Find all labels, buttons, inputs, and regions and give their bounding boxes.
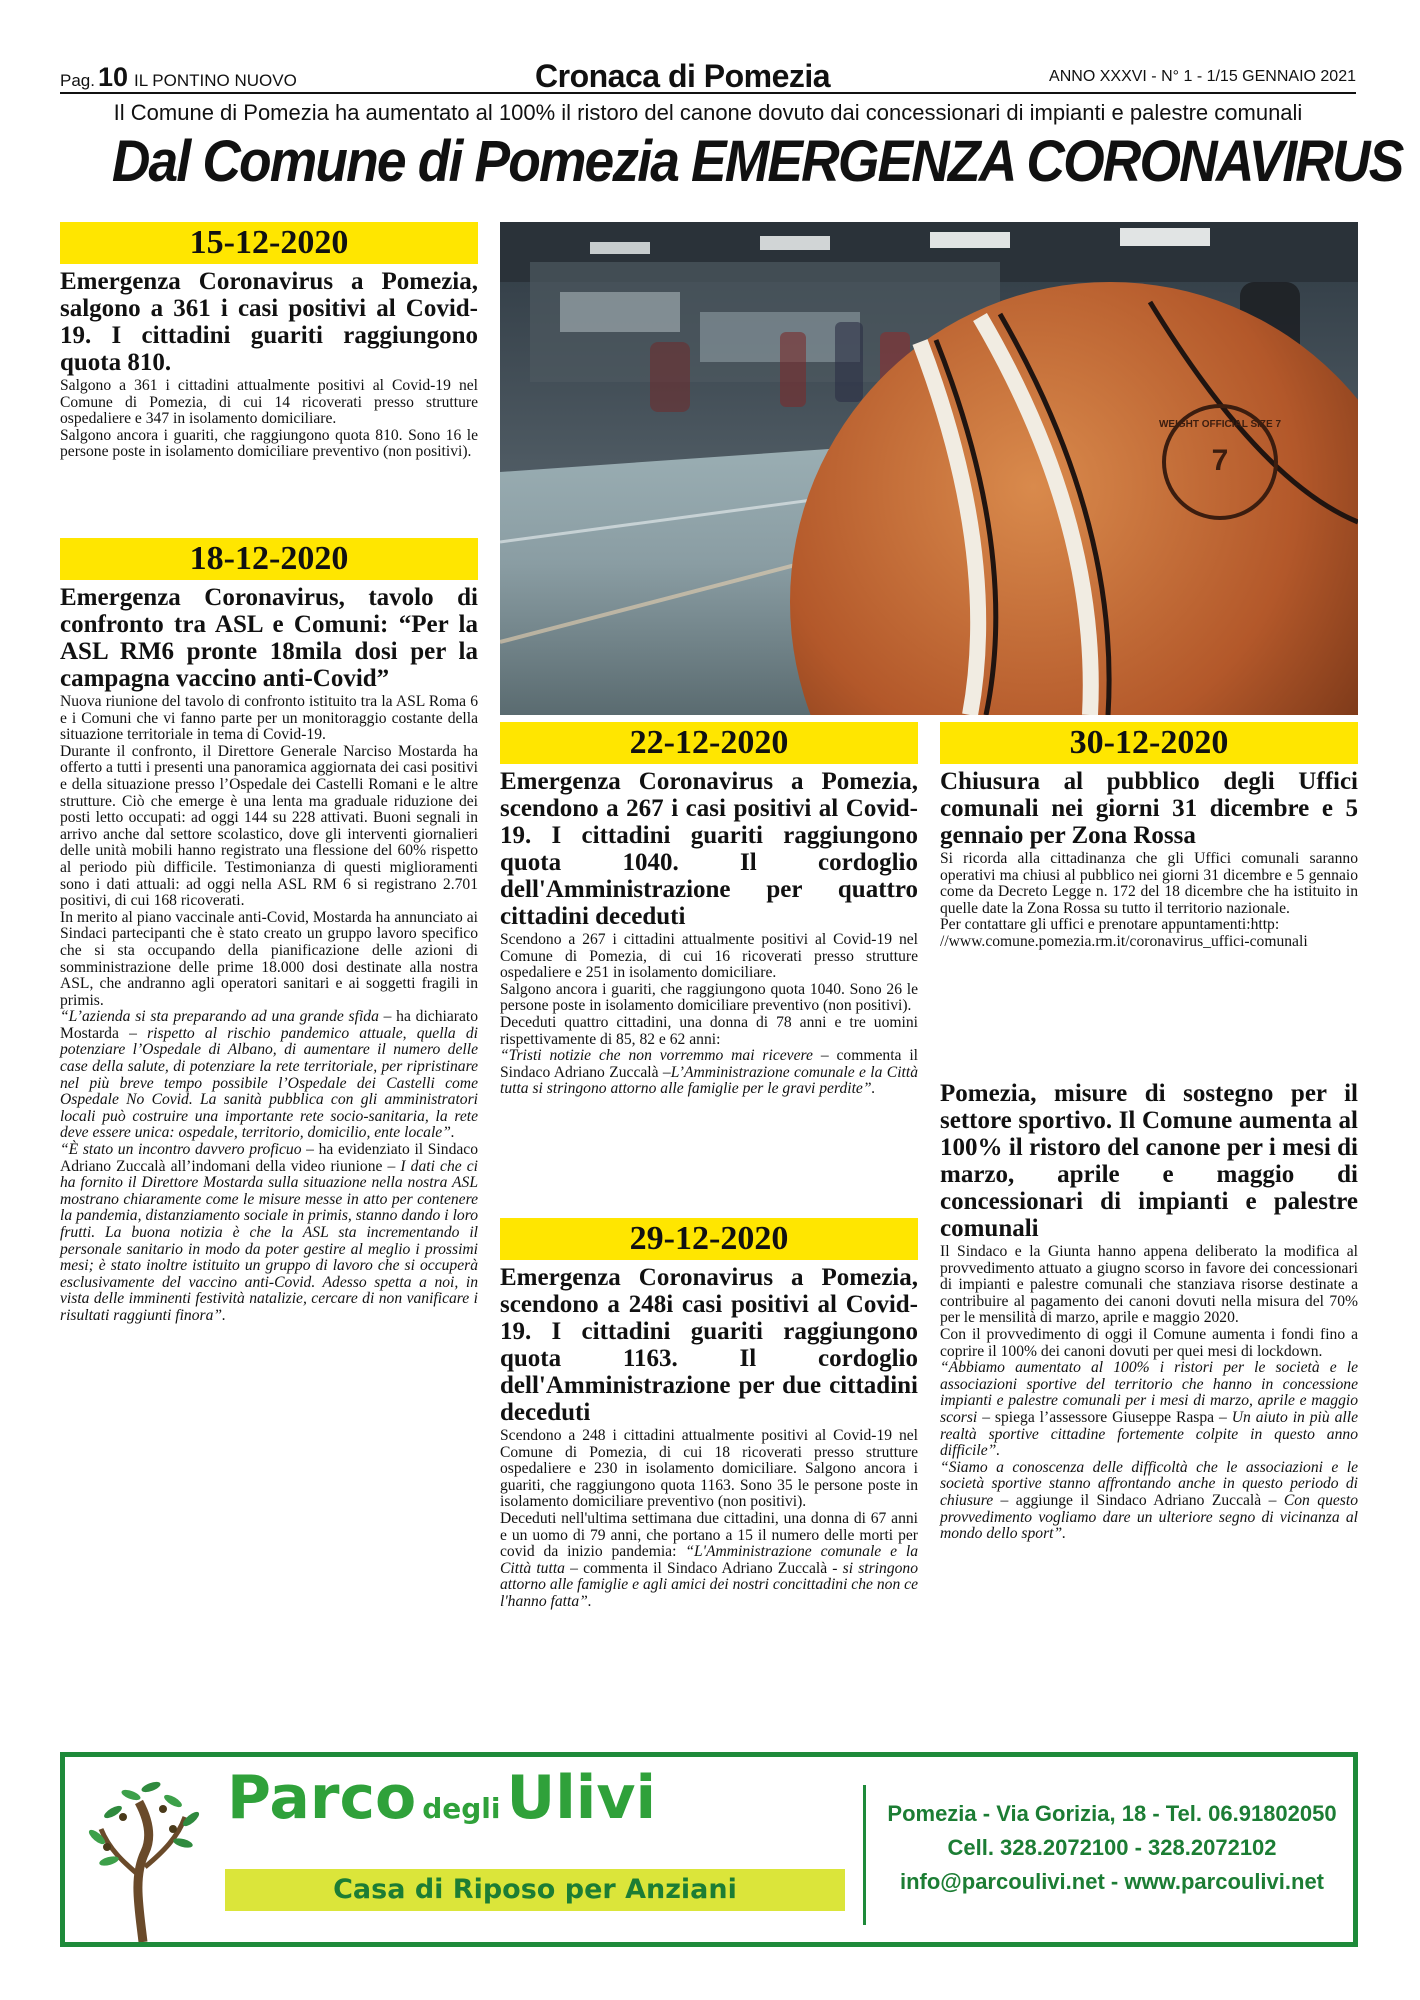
paragraph: //www.comune.pomezia.rm.it/coronavirus_uffici-comunali: [940, 932, 1308, 950]
brand-word: Parco: [227, 1763, 417, 1833]
paragraph: Si ricorda alla cittadinanza che gli Uffici comunali saranno operativi ma chiusi al pubblico nei giorni 31 dicembre e 5 gennaio come da Decreto Legge n. 172 del 18 dicembre che ha istituito in quelle date la Zona Rossa su tutto il territorio nazionale.: [940, 850, 1358, 917]
attribution: – ha dichiarato Mostarda –: [60, 1008, 478, 1042]
quote-paragraph: [60, 1142, 478, 1325]
ad-subtitle: Casa di Riposo per Anziani: [333, 1874, 737, 1905]
ad-contact-info: [877, 1797, 1347, 1899]
article-15-12: [60, 222, 478, 461]
article-29-12: [500, 1218, 918, 1611]
ball-printed-text: WEIGHT OFFICIAL SIZE 7: [1158, 419, 1282, 430]
article-headline: Emergenza Coronavirus, tavolo di confronto tra ASL e Comuni: “Per la ASL RM6 pronte 18mila dosi per la campagna vaccino anti-Covid”: [60, 584, 478, 692]
article-body: [60, 378, 478, 461]
ad-web[interactable]: info@parcoulivi.net - www.parcoulivi.net: [899, 1869, 1324, 1894]
page-number: 10: [97, 62, 129, 92]
advertisement-box: [60, 1752, 1358, 1947]
paragraph: Durante il confronto, il Direttore Generale Narciso Mostarda ha offerto a tutti i presenti una panoramica aggiornata dei casi positivi e della situazione presso l’Ospedale dei Castelli Romani e le altre strutture. Ciò che emerge è una lenta ma graduale riduzione dei posti letto occupati: ad oggi 144 su 228 attivati. Buoni segnali in arrivo anche dal settore scolastico, dove gli interventi giornalieri delle unità mobili hanno registrato una flessione del 60% rispetto al periodo più difficile. Testimonianza di questi miglioramenti sono i dati attuali: ad oggi nella ASL RM 6 si registrano 2.701 positivi, di cui 168 ricoverati.: [60, 742, 479, 910]
quote-text: “L’azienda si sta preparando ad una grande sfida: [60, 1008, 379, 1026]
article-body: [500, 932, 918, 1098]
paragraph: Per contattare gli uffici e prenotare appuntamenti:http:: [940, 916, 1280, 934]
article-headline: Emergenza Coronavirus a Pomezia, scendono a 267 i casi positivi al Covid-19. I cittadini guariti raggiungono quota 1040. Il cordoglio dell'Amministrazione per quattro cittadini deceduti: [500, 768, 918, 930]
article-body: [60, 694, 478, 1325]
brand-word: Ulivi: [506, 1763, 657, 1833]
quote-text: “Siamo a conoscenza delle difficoltà che le associazioni e le società sportive stanno affrontando anche in questo periodo di chiusure: [940, 1458, 1358, 1509]
article-22-12: [500, 722, 918, 1098]
brand-word: degli: [422, 1792, 501, 1825]
quote-text: rispetto al rischio pandemico attuale, quella di potenziare l’Ospedale di Albano, di aumentare il numero delle case della salute, di potenziare la rete territoriale, per ripristinare nel più breve tempo possibile l’Ospedale dei Castelli come Ospedale No Covid. La sanità pubblica con gli amministratori locali può costruire una importante rete socio-sanitaria, la rete deve essere unica: ospedale, territorio, domicilio, ente locale”.: [60, 1024, 478, 1142]
paragraph: Scendono a 267 i cittadini attualmente positivi al Covid-19 nel Comune di Pomezia, di cui 16 ricoverati presso strutture ospedaliere e 251 in isolamento domiciliare.: [500, 931, 918, 982]
article-body: [500, 1428, 918, 1611]
publication-name: IL PONTINO NUOVO: [134, 71, 297, 90]
olive-tree-icon: [73, 1757, 213, 1942]
ad-subtitle-box: [225, 1869, 845, 1911]
paragraph: [500, 1511, 918, 1611]
basketball-photo: [500, 222, 1358, 715]
article-headline: Chiusura al pubblico degli Uffici comunali nei giorni 31 dicembre e 5 gennaio per Zona Rossa: [940, 768, 1358, 849]
paragraph: Salgono ancora i guariti, che raggiungono quota 1040. Sono 26 le persone poste in isolamento domiciliare preventivo (non positivi).: [500, 980, 918, 1015]
article-body: [940, 851, 1358, 951]
quote-paragraph: [940, 1360, 1358, 1460]
paragraph: In merito al piano vaccinale anti-Covid, Mostarda ha annunciato ai Sindaci partecipanti che è stato creato un gruppo lavoro specifico che si sta occupando della pianificazione delle azioni di somministrazione delle prime 18.000 dosi destinate alla nostra ASL, che andranno agli operatori sanitari e ai soggetti fragili in primis.: [60, 908, 478, 1009]
article-date: 29-12-2020: [500, 1218, 918, 1260]
article-30-12: [940, 722, 1358, 951]
quote-text: L’Amministrazione comunale e la Città tutta si stringono attorno alle famiglie per le gravi perdite”.: [500, 1063, 918, 1098]
attribution: – commenta il Sindaco Adriano Zuccalà -: [564, 1559, 843, 1577]
paragraph: Deceduti quattro cittadini, una donna di 78 anni e tre uomini rispettivamente di 85, 82 e 62 anni:: [500, 1013, 918, 1048]
page-label: Pag.: [60, 71, 95, 90]
article-headline: Emergenza Coronavirus a Pomezia, salgono a 361 i casi positivi al Covid-19. I cittadini guariti raggiungono quota 810.: [60, 268, 478, 376]
ad-cell: Cell. 328.2072100 - 328.2072102: [947, 1835, 1277, 1860]
quote-text: “Tristi notizie che non vorremmo mai ricevere: [500, 1047, 813, 1065]
article-body: [940, 1244, 1358, 1543]
section-title: Cronaca di Pomezia: [535, 58, 831, 94]
basketball-court-image: [500, 222, 1358, 715]
article-18-12: [60, 538, 478, 1325]
quote-text: “Abbiamo aumentato al 100% i ristori per le società e le associazioni sportive del territorio che hanno in concessione impianti e palestre comunali per i mesi di marzo, aprile e maggio scorsi: [940, 1359, 1358, 1426]
quote-text: “L'Amministrazione comunale e la Città tutta: [500, 1543, 918, 1577]
article-headline: Pomezia, misure di sostegno per il settore sportivo. Il Comune aumenta al 100% il ristoro del canone per i mesi di marzo, aprile e maggio di concessionari di impianti e palestre comunali: [940, 1080, 1358, 1242]
article-sport: [940, 1076, 1358, 1543]
article-date: 18-12-2020: [60, 538, 478, 580]
quote-text: “È stato un incontro davvero proficuo: [60, 1141, 302, 1159]
page-main-title: Dal Comune di Pomezia EMERGENZA CORONAVIRUS: [111, 129, 1403, 194]
article-date: 15-12-2020: [60, 222, 478, 264]
quote-text: I dati che ci ha fornito il Direttore Mostarda sulla situazione nella nostra ASL mostrano chiaramente come le misure messe in atto per contenere la pandemia, distanziamento sociale in primis, stanno dando i loro frutti. La buona notizia è che la ASL sta incrementando il personale sanitario in modo da poter gestire al meglio i prossimi mesi; è stato inoltre istituito un gruppo di lavoro che si occuperà esclusivamente del vaccino anti-Covid. Adesso spetta a noi, in vista delle imminenti festività natalizie, cercare di non vanificare i risultati raggiunti finora”.: [60, 1157, 478, 1324]
page-info: [60, 62, 297, 93]
attribution: – spiega l’assessore Giuseppe Raspa –: [977, 1408, 1232, 1426]
page-subheadline: Il Comune di Pomezia ha aumentato al 100% il ristoro del canone dovuto dai concessionari di impianti e palestre comunali: [113, 100, 1303, 125]
issue-info: ANNO XXXVI - N° 1 - 1/15 GENNAIO 2021: [1049, 68, 1356, 85]
ad-brand-name: [227, 1763, 656, 1833]
attribution: – ha evidenziato il Sindaco Adriano Zuccalà all’indomani della video riunione –: [60, 1141, 478, 1175]
quote-paragraph: [940, 1460, 1358, 1543]
paragraph: Con il provvedimento di oggi il Comune aumenta i fondi fino a coprire il 100% dei canoni dovuti per quei mesi di lockdown.: [940, 1325, 1358, 1360]
quote-text: si stringono attorno alle famiglie e agli amici dei nostri concittadini che non ce l'hanno fatta”.: [500, 1559, 919, 1610]
quote-paragraph: [60, 1009, 478, 1142]
page-header: [60, 58, 1356, 94]
paragraph: Nuova riunione del tavolo di confronto istituito tra la ASL Roma 6 e i Comuni che vi fanno parte per un monitoraggio costante della situazione territoriale in tema di Covid-19.: [60, 693, 478, 744]
paragraph-text: Deceduti nell'ultima settimana due cittadini, una donna di 67 anni e un uomo di 79 anni, che portano a 15 il numero delle morti per covid da inizio pandemia:: [500, 1509, 918, 1561]
ad-divider: [863, 1785, 866, 1925]
paragraph: Salgono ancora i guariti, che raggiungono quota 810. Sono 16 le persone poste in isolamento domiciliare preventivo (non positivi).: [60, 426, 478, 461]
ball-size-mark: 7: [1211, 444, 1229, 477]
ad-address: Pomezia - Via Gorizia, 18 - Tel. 06.91802050: [887, 1801, 1337, 1826]
article-date: 22-12-2020: [500, 722, 918, 764]
quote-paragraph: [500, 1048, 918, 1098]
paragraph: Salgono a 361 i cittadini attualmente positivi al Covid-19 nel Comune di Pomezia, di cui 14 ricoverati presso strutture ospedaliere e 347 in isolamento domiciliare.: [60, 377, 478, 428]
paragraph: Scendono a 248 i cittadini attualmente positivi al Covid-19 nel Comune di Pomezia, di cui 18 ricoverati presso strutture ospedaliere e 230 in isolamento domiciliare. Salgono ancora i guariti, che raggiungono quota 1163. Sono 35 le persone poste in isolamento domiciliare preventivo (non positivi).: [500, 1427, 918, 1511]
paragraph: Il Sindaco e la Giunta hanno appena deliberato la modifica al provvedimento attuato a giugno scorso in favore dei concessionari di impianti e palestre comunali che stanziava risorse destinate a contribuire al pagamento dei canoni dovuti nella misura del 70% per le mensilità di marzo, aprile e maggio 2020.: [940, 1243, 1358, 1327]
article-date: 30-12-2020: [940, 722, 1358, 764]
attribution: – aggiunge il Sindaco Adriano Zuccalà –: [993, 1491, 1284, 1509]
quote-text: Con questo provvedimento vogliamo dare un ulteriore segno di vicinanza al mondo dello sport”.: [940, 1491, 1359, 1543]
quote-text: Un aiuto in più alle realtà sportive cittadine fortemente colpite in questo anno difficile”.: [940, 1408, 1358, 1460]
article-headline: Emergenza Coronavirus a Pomezia, scendono a 248i casi positivi al Covid-19. I cittadini guariti raggiungono quota 1163. Il cordoglio dell'Amministrazione per due cittadini deceduti: [500, 1264, 918, 1426]
attribution: – commenta il Sindaco Adriano Zuccalà –: [500, 1047, 918, 1081]
